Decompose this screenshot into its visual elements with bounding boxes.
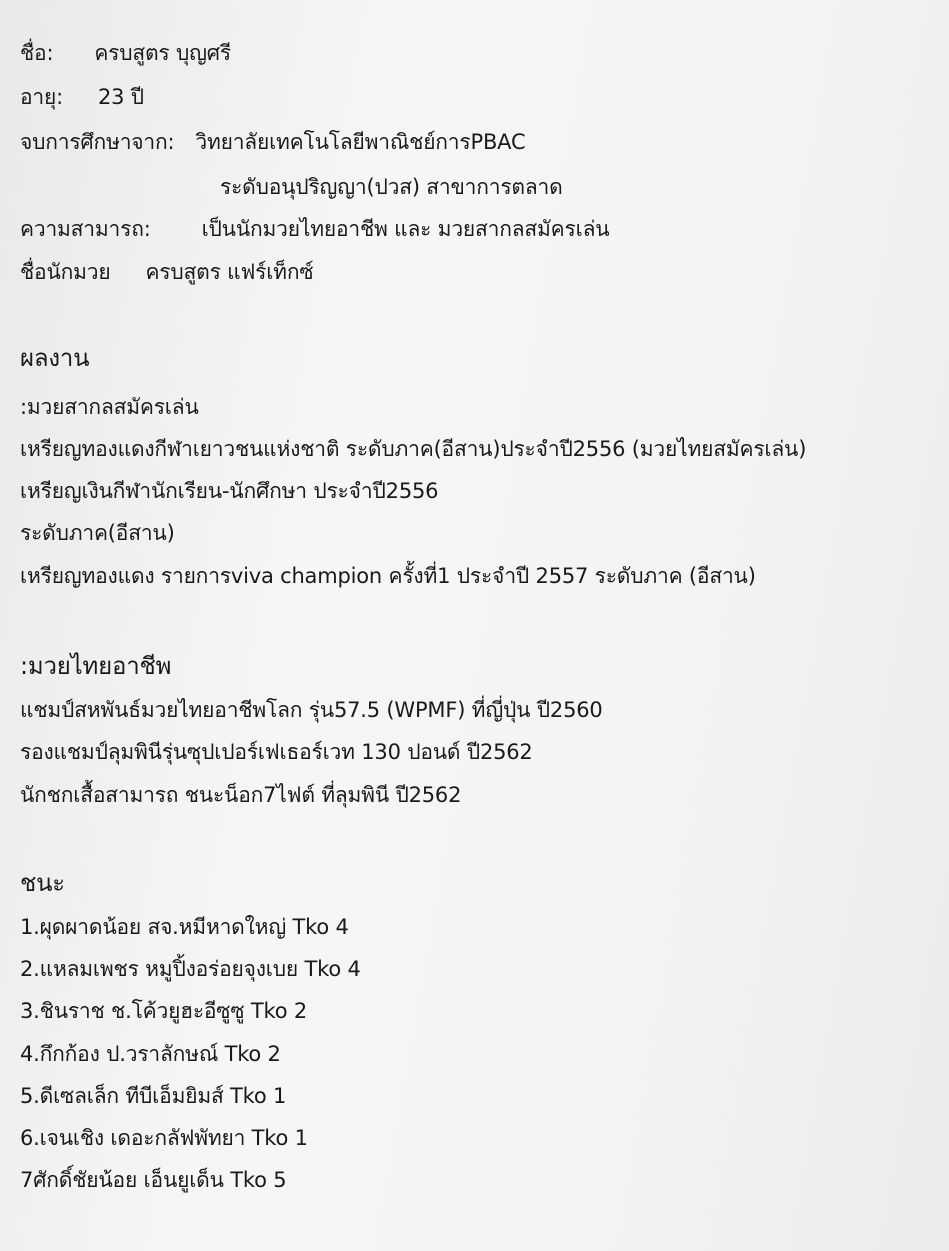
- amateur-item: เหรียญเงินกีฬานักเรียน-นักศึกษา ประจำปี2556: [20, 479, 439, 503]
- win-item: 6.เจนเชิง เดอะกลัฟพัทยา Tko 1: [20, 1126, 308, 1150]
- age-value: 23 ปี: [97, 85, 144, 109]
- name-label: ชื่อ:: [20, 41, 54, 65]
- win-item: 2.แหลมเพชร หมูปิ้งอร่อยจุงเบย Tko 4: [20, 957, 361, 981]
- ability-value: เป็นนักมวยไทยอาชีพ และ มวยสากลสมัครเล่น: [201, 217, 610, 241]
- works-heading: ผลงาน: [20, 344, 90, 372]
- name-value: ครบสูตร บุญศรี: [94, 41, 232, 65]
- education-level: ระดับอนุปริญญา(ปวส) สาขาการตลาด: [220, 175, 563, 199]
- education-value: วิทยาลัยเทคโนโลยีพาณิชย์การPBAC: [195, 130, 526, 154]
- boxer-name-value: ครบสูตร แฟร์เท็กซ์: [145, 260, 314, 284]
- amateur-item: ระดับภาค(อีสาน): [20, 521, 175, 545]
- win-item: 1.ผุดผาดน้อย สจ.หมีหาดใหญ่ Tko 4: [20, 915, 349, 939]
- education-label: จบการศึกษาจาก:: [20, 130, 175, 154]
- boxer-name-label: ชื่อนักมวย: [20, 260, 111, 284]
- pro-item: แชมป์สหพันธ์มวยไทยอาชีพโลก รุ่น57.5 (WPMF) ที่ญี่ปุ่น ปี2560: [20, 698, 603, 722]
- wins-heading: ชนะ: [20, 869, 65, 897]
- pro-item: รองแชมป์ลุมพินีรุ่นซุปเปอร์เฟเธอร์เวท 130 ปอนด์ ปี2562: [20, 740, 533, 764]
- amateur-item: เหรียญทองแดง รายการviva champion ครั้งที่1 ประจำปี 2557 ระดับภาค (อีสาน): [20, 564, 756, 588]
- win-item: 4.กึกก้อง ป.วราลักษณ์ Tko 2: [20, 1042, 281, 1066]
- win-item: 3.ชินราช ช.โค้วยูฮะอีซูซู Tko 2: [20, 999, 308, 1023]
- pro-item: นักชกเสื้อสามารถ ชนะน็อก7ไฟต์ ที่ลุมพินี ปี2562: [20, 783, 462, 807]
- education-row: [20, 127, 525, 157]
- amateur-item: เหรียญทองแดงกีฬาเยาวชนแห่งชาติ ระดับภาค(อีสาน)ประจำปี2556 (มวยไทยสมัครเล่น): [20, 437, 807, 461]
- boxer-name-row: [20, 257, 313, 287]
- win-item: 7ศักดิ์ชัยน้อย เอ็นยูเด็น Tko 5: [20, 1168, 287, 1192]
- amateur-heading: :มวยสากลสมัครเล่น: [20, 395, 199, 419]
- ability-label: ความสามารถ:: [20, 217, 151, 241]
- ability-row: [20, 214, 609, 244]
- pro-heading: :มวยไทยอาชีพ: [20, 652, 172, 680]
- win-item: 5.ดีเซลเล็ก ทีบีเอ็มยิมส์ Tko 1: [20, 1084, 287, 1108]
- age-label: อายุ:: [20, 85, 63, 109]
- name-row: [20, 38, 231, 68]
- age-row: [20, 82, 144, 112]
